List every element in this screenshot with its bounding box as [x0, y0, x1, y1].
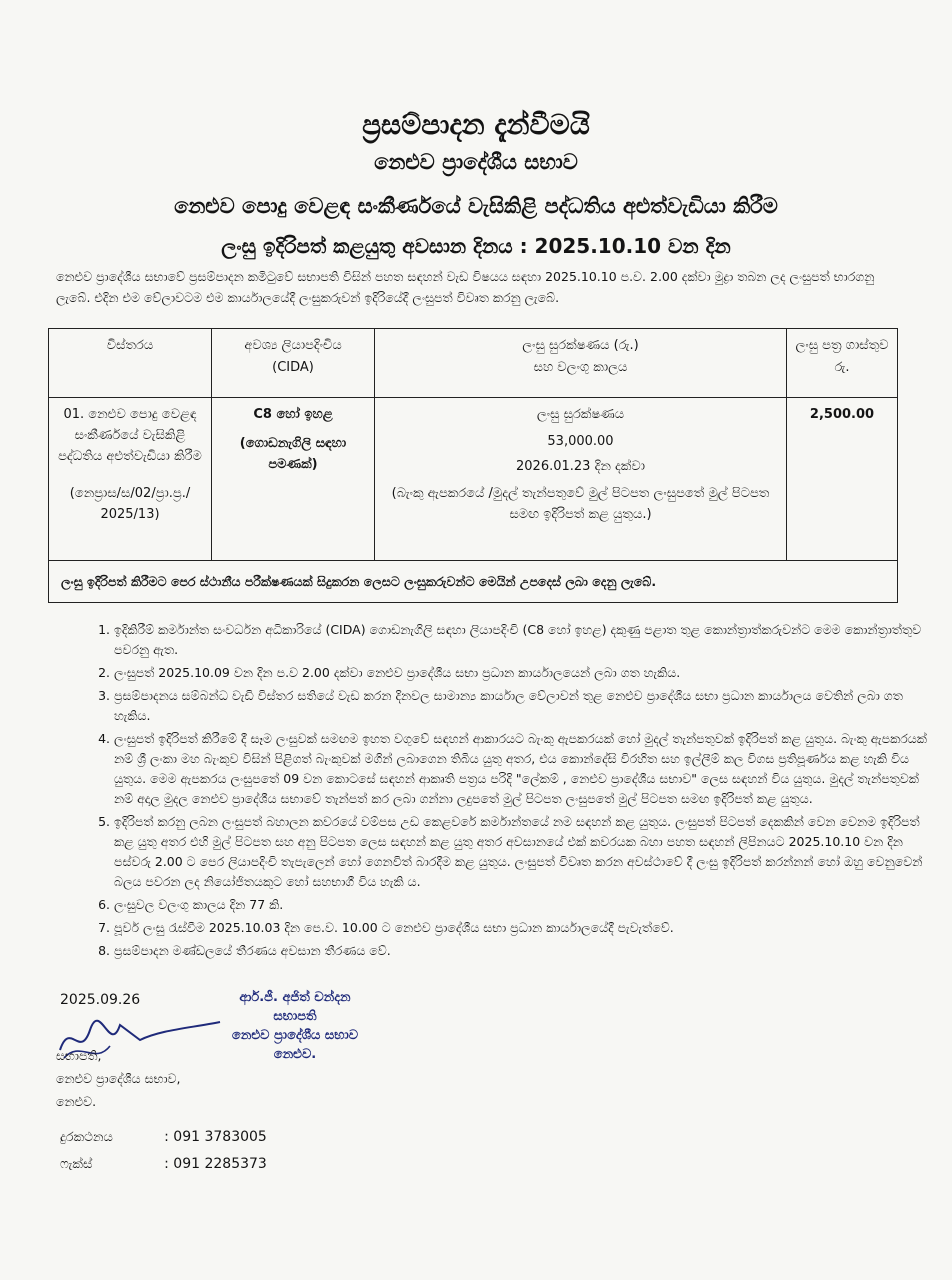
security-note: (බැංකු ඇපකරයේ /මුදල් තැන්පතුවේ මුල් පිටපත ලංසුපතේ මුල් පිටපත සමඟ ඉදිරිපත් කළ යුතුය.): [391, 486, 770, 522]
phone-number: : 091 3783005: [164, 1129, 267, 1145]
stamp-place: නෙළුව.: [273, 1047, 317, 1062]
cell-description: [49, 398, 212, 561]
security-validity: 2026.01.23 දින දක්වා: [516, 459, 645, 474]
signatory-council: නෙළුව ප්‍රාදේශීය සභාව,: [56, 1071, 181, 1086]
table-footer-row: [49, 561, 898, 603]
phone-row: [60, 1124, 267, 1151]
cell-fee: [787, 398, 898, 561]
tender-table: [48, 328, 898, 603]
col-registration-sub: (CIDA): [272, 360, 314, 375]
col-description: [49, 329, 212, 398]
col-security-sub: සහ වලංගු කාලය: [533, 360, 628, 375]
table-row: [49, 398, 898, 561]
council-name: නෙළුව ප්‍රාදේශීය සභාව: [374, 150, 578, 174]
cell-security: [375, 398, 787, 561]
stamp-council: නෙළුව ප්‍රාදේශීය සභාව: [231, 1028, 359, 1043]
reference-number: (නෙප්‍රාස/ස/02/ප්‍රා.ප්‍ර./ 2025/13): [69, 486, 191, 522]
col-security: [375, 329, 787, 398]
security-amount: 53,000.00: [547, 434, 614, 449]
site-inspection-note: [49, 561, 898, 603]
grade-value: C8 හෝ ඉහළ: [253, 407, 333, 422]
phone-label: දුරකථනය: [60, 1130, 113, 1145]
col-description-label: විස්තරය: [106, 338, 154, 353]
project-title: නෙළුව පොදු වෙළඳ සංකීර්ණයේ වැසිකිළි පද්ධතිය අළුත්වැඩියා කිරීම: [174, 194, 778, 218]
signatory-block: [56, 1044, 181, 1113]
list-item: 3. ප්‍රසම්පාදනය සම්බන්ධ වැඩි විස්තර සතියේ වැඩ කරන දිනවල සාමාන්‍ය කාර්යාල වේලාවන් තුළ නෙළුව ප්‍රාදේශීය සභා ප්‍රධාන කාර්යාලය වෙතින් ලබා ගත හැකිය.: [114, 686, 930, 726]
fax-label: ෆැක්ස්: [60, 1157, 93, 1172]
col-security-label: ලංසු සුරක්ෂණය (රු.): [522, 338, 639, 353]
security-label: ලංසු සුරක්ෂණය: [536, 407, 625, 422]
contact-block: [60, 1124, 267, 1178]
signatory-place: නෙළුව.: [56, 1094, 97, 1109]
work-description: 01. නෙළුව පොදු වෙළඳ සංකීර්ණයේ වැසිකිළි පද්ධතිය අළුත්වැඩියා කිරීම: [58, 407, 202, 464]
table-header-row: [49, 329, 898, 398]
fee-amount: 2,500.00: [809, 407, 875, 422]
list-item: 8. ප්‍රසම්පාදන මණ්ඩලයේ තීරණය අවසාන තීරණය වේ.: [114, 941, 930, 961]
col-fee-label: ලංසු පත්‍ර ගාස්තුව රු.: [795, 338, 889, 375]
intro-paragraph: නෙළුව ප්‍රාදේශීය සභාවේ ප්‍රසම්පාදන කමිටුවේ සභාපති විසින් පහත සඳහන් වැඩ විෂයය සඳහා 2025.10.10 ප.ව. 2.00 දක්වා මුද්‍රා තබන ලද ලංසුපත් භාරගනු ලැබේ. එදින එම වේලාවටම එම කාර්යාලයේදී ලංසුකරුවන් ඉදිරියේදී ලංසුපත් විවෘත කරනු ලැබේ.: [56, 269, 875, 305]
list-item: 5. ඉදිරිපත් කරනු ලබන ලංසුපත් බහාලන කවරයේ වම්පස උඩ කෙළවරේ කර්මාන්තයේ නම සඳහන් කළ යුතුය. ලංසුපත් පිටපත් දෙකකින් වෙන වෙනම ඉදිරිපත් කළ යුතු අතර එහි මුල් පිටපත සහ අනු පිටපත ලෙස සඳහන් කළ යුතු අතර අවසානයේ එක් කවරයක බහා පහත සඳහන් ලිපිනයට 2025.10.10 වන දින පස්වරු 2.00 ට පෙර ලියාපදිංචි තැපැලෙන් හෝ ගෙනවිත් බාරදීම කළ යුතුය. ලංසුපත් විවෘත කරන අවස්ථාවේ දී ලංසු ඉදිරිපත් කරන්නන් හෝ ඔහු වෙනුවෙන් බලය පවරන ලද නියෝජිතයකුට හෝ සහභාගී විය හැකි ය.: [114, 812, 930, 892]
deadline-line: ලංසු ඉදිරිපත් කළයුතු අවසාන දිනය : 2025.10.10 වන දින: [221, 234, 731, 258]
list-item: 2. ලංසුපත් 2025.10.09 වන දින ප.ව 2.00 දක්වා නෙළුව ප්‍රාදේශීය සභා ප්‍රධාන කාර්යාලයෙන් ලබා ගත හැකිය.: [114, 663, 930, 683]
list-item: 7. පූර්ව ලංසු රැස්වීම 2025.10.03 දින පෙ.ව. 10.00 ට නෙළුව ප්‍රාදේශීය සභා ප්‍රධාන කාර්යාලයේදී පැවැත්වේ.: [114, 918, 930, 938]
list-item: 6. ලංසුවල වලංගු කාලය දින 77 කි.: [114, 895, 930, 915]
list-item: 1. ඉදිකිරීම් කර්මාන්ත සංවර්ධන අධිකාරියේ (CIDA) ගොඩනැගිලි සඳහා ලියාපදිංචි (C8 හෝ ඉහළ) දකුණු පළාත තුළ කොන්ත්‍රාත්කරුවන්ට මෙම කොන්ත්‍රාත්තුව පවරනු ඇත.: [114, 620, 930, 660]
stamp-name: ආර්.ජී. අජිත් චන්දන: [239, 990, 351, 1005]
conditions-list: [74, 620, 930, 964]
site-inspection-text: ලංසු ඉදිරිපත් කිරීමට පෙර ස්ථානීය පරීක්ෂණයක් සිදුකරන ලෙසට ලංසුකරුවන්ට මෙයින් උපදෙස් ලබා දෙනු ලැබේ.: [61, 574, 657, 589]
col-fee: [787, 329, 898, 398]
col-registration-label: අවශ්‍ය ලියාපදිංචිය: [244, 338, 342, 353]
notice-title: ප්‍රසම්පාදන දැන්වීමයි: [362, 108, 590, 141]
stamp-title: සභාපති: [273, 1009, 317, 1024]
list-item: 4. ලංසුපත් ඉදිරිපත් කිරීමේ දී සෑම ලංසුවක් සමඟම ඉහත වගුවේ සඳහන් ආකාරයට බැංකු ඇපකරයක් හෝ මුදල් තැන්පතුවක් ඉදිරිපත් කළ යුතුය. බැංකු ඇපකරයක් නම් ශ්‍රී ලංකා මහ බැංකුව විසින් පිළිගත් බැංකුවක් මගින් ලබාගෙන තිබිය යුතු අතර, එය කොන්දේසි විරහිත සහ ඉල්ලීම් කල විගස ප්‍රතිපූර්ණය කළ හැකි විය යුතුය. මෙම ඇපකරය ලංසුපතේ 09 වන කොටසේ සඳහන් ආකෘති පත්‍රය පරිදි "ලේකම් , නෙළුව ප්‍රාදේශීය සභාව" ලෙස සඳහන් විය යුතුය. මුදල් තැන්පතුවක් නම් අදාල මුදල නෙළුව ප්‍රාදේශීය සභාවේ තැන්පත් කර ලබා ගන්නා ලදුපතේ මුල් පිටපත ලංසුපතේ මුල් පිටපත සමඟ ඉදිරිපත් කළ යුතුය.: [114, 729, 930, 809]
grade-note: (ගොඩනැගිලි සඳහා පමණක්): [239, 436, 347, 472]
col-registration: [212, 329, 375, 398]
signatory-title: සභාපති,: [56, 1048, 102, 1063]
cell-registration: [212, 398, 375, 561]
fax-number: : 091 2285373: [164, 1156, 267, 1172]
signature-date: 2025.09.26: [60, 992, 141, 1008]
fax-row: [60, 1151, 267, 1178]
